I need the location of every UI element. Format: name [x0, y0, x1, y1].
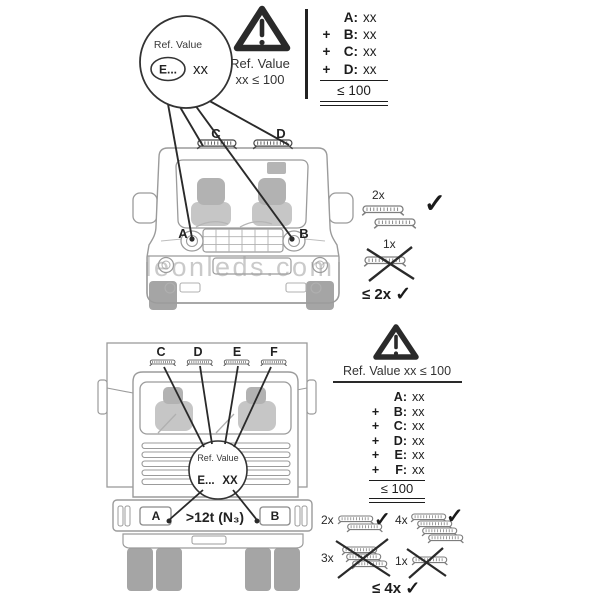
formula-row [369, 448, 425, 463]
row-key: B: [343, 27, 358, 43]
car-rearview-mirror [267, 162, 286, 174]
row-value: xx [363, 10, 377, 25]
car-right-headrest [258, 178, 286, 205]
truck-right-mirror [307, 380, 316, 414]
formula-row [369, 463, 425, 478]
warning-triangle-icon [237, 9, 287, 48]
rule-count-4x: 4x [395, 513, 408, 527]
ref-circle-title: Ref. Value [153, 39, 203, 51]
ref-circle-title: Ref. Value [197, 453, 239, 463]
e-mark-code: E... [158, 62, 178, 77]
row-value: xx [363, 44, 377, 60]
plus-sign [369, 390, 382, 405]
double-rule [320, 101, 388, 106]
cross-icon [336, 539, 390, 578]
row-key: A: [343, 10, 358, 25]
ref-circle-value: xx [193, 61, 208, 78]
lightbar-icon [338, 516, 373, 524]
truck-wheels [127, 548, 300, 591]
ref-circle-value: XX [222, 475, 238, 487]
plus-sign: + [371, 462, 380, 477]
rule-summary-text: ≤ 4x [372, 580, 402, 597]
car-point-label-a: A [178, 226, 188, 241]
rule-count-1x: 1x [383, 237, 396, 251]
row-value: xx [412, 462, 425, 477]
row-value: xx [412, 448, 425, 463]
row-key: F: [395, 462, 407, 477]
truck-point-label-b: B [270, 509, 280, 523]
warning-line1: Ref. Value [230, 56, 290, 71]
watermark: leonleds.com [145, 252, 335, 282]
divider [305, 9, 308, 99]
rule-count-3x: 3x [321, 551, 334, 565]
lightbar-icon [374, 219, 416, 228]
plus-sign: + [371, 448, 380, 463]
plus-sign [320, 9, 333, 26]
lightbar-icon [428, 535, 463, 543]
rule-count-1x: 1x [395, 554, 408, 568]
truck-point-label-e: E [232, 345, 242, 359]
row-key: D: [393, 433, 407, 448]
car-grille [203, 229, 283, 252]
check-icon: ✓ [374, 509, 391, 531]
rule-count-2x: 2x [372, 188, 385, 202]
row-value: xx [412, 419, 425, 434]
rule-summary-text: ≤ 2x [362, 286, 392, 303]
plus-sign: + [322, 27, 331, 43]
formula-row [320, 43, 388, 60]
formula-row [369, 405, 425, 420]
warning-line2: xx ≤ 100 [235, 72, 285, 87]
row-key: B: [393, 404, 407, 419]
row-value: xx [412, 390, 425, 404]
formula-total: ≤ 100 [320, 80, 388, 100]
truck-left-mirror [98, 380, 107, 414]
row-value: xx [412, 404, 425, 419]
ref-value-warning-car [224, 56, 296, 88]
row-key: C: [343, 44, 358, 60]
double-rule [369, 498, 425, 503]
formula-row [320, 61, 388, 78]
check-icon: ✓ [446, 505, 464, 528]
car-left-headrest [197, 178, 225, 205]
car-left-mirror [133, 193, 157, 223]
formula-row [320, 9, 388, 26]
row-key: E: [394, 448, 407, 463]
check-icon: ✓ [405, 578, 421, 598]
rule-summary-truck [372, 578, 420, 599]
sum-formula-truck [369, 390, 425, 503]
plus-sign: + [322, 44, 331, 60]
check-icon: ✓ [424, 188, 446, 218]
check-icon: ✓ [395, 284, 412, 305]
formula-row [369, 419, 425, 434]
car-right-mirror [329, 193, 353, 223]
formula-total: ≤ 100 [369, 480, 425, 498]
row-key: C: [393, 419, 407, 434]
plus-sign: + [322, 61, 331, 77]
truck-point-label-d: D [193, 345, 203, 359]
formula-row [320, 26, 388, 43]
divider [333, 381, 462, 383]
formula-row [369, 390, 425, 405]
ref-value-badge-car [140, 16, 232, 108]
truck-point-label-f: F [270, 345, 278, 359]
plus-sign: + [371, 404, 380, 419]
truck-point-label-c: C [156, 345, 166, 359]
car-left-wheel [149, 281, 177, 310]
car-point-label-d: D [276, 126, 286, 141]
ref-value-warning-truck: Ref. Value xx ≤ 100 [342, 364, 452, 378]
plus-sign: + [371, 433, 380, 448]
truck-left-headrest [163, 387, 183, 404]
car-point-label-b: B [299, 226, 309, 241]
ref-value-badge-truck [189, 441, 247, 499]
e-mark-code: E... [197, 475, 215, 487]
warning-triangle-icon [376, 327, 416, 357]
rule-summary-car [362, 283, 411, 306]
row-value: xx [412, 433, 425, 448]
plus-sign: + [371, 419, 380, 434]
sum-formula-car [320, 9, 388, 106]
row-key: D: [343, 61, 358, 77]
row-value: xx [363, 27, 377, 43]
lightbar-icon [362, 206, 404, 215]
truck-point-label-a: A [151, 509, 161, 523]
row-key: A: [393, 390, 407, 404]
formula-row [369, 434, 425, 449]
row-value: xx [363, 61, 377, 77]
rule-count-2x: 2x [321, 513, 334, 527]
truck-weight-class-label: >12t (N₃) [185, 509, 245, 525]
car-point-label-c: C [211, 126, 221, 141]
